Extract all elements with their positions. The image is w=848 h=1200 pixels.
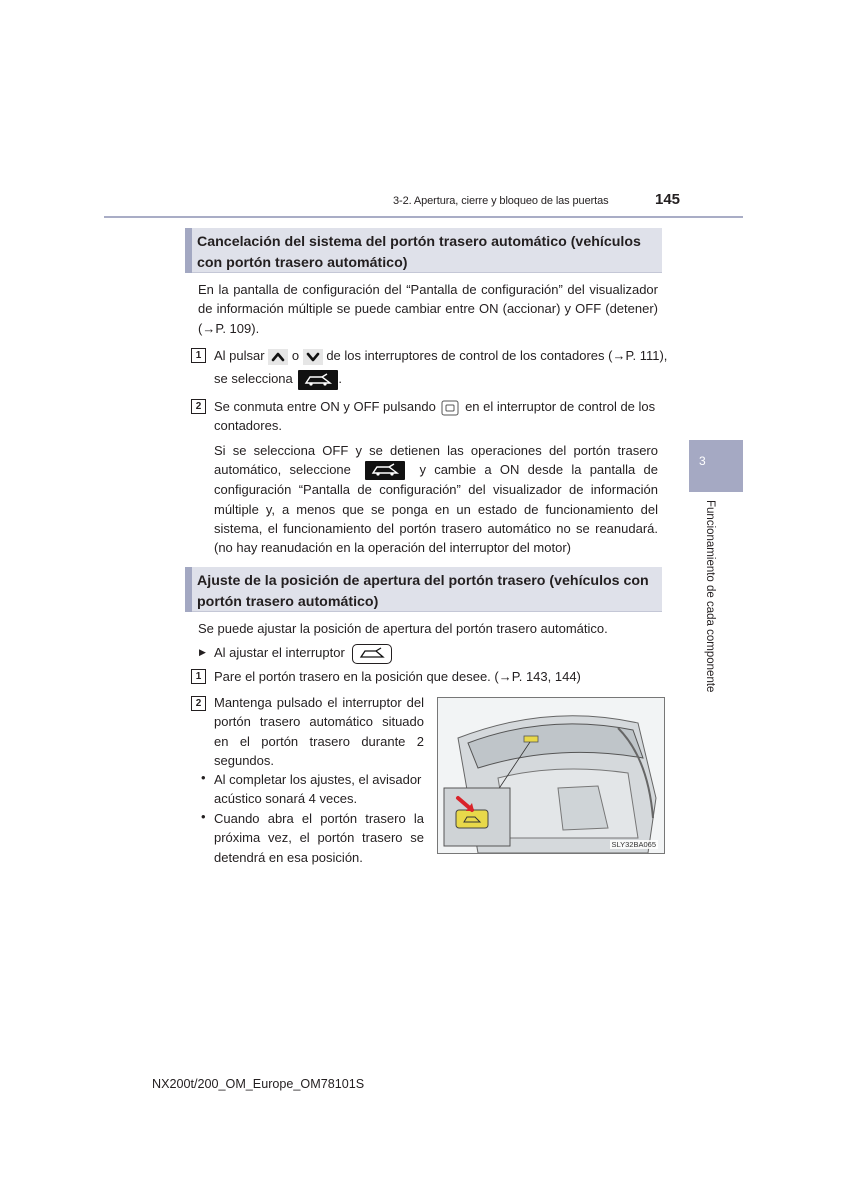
bullet-dot: • xyxy=(201,770,206,785)
step-number: 2 xyxy=(191,696,206,711)
section-title: Ajuste de la posición de apertura del portón trasero (vehículos con portón trasero automático) xyxy=(197,573,649,610)
header-rule xyxy=(104,216,743,218)
section-header-cancel xyxy=(185,228,662,273)
triangle-bullet-icon: ▶ xyxy=(199,647,206,657)
chevron-up-icon xyxy=(268,349,288,365)
page-number: 145 xyxy=(655,191,681,208)
step-number: 1 xyxy=(191,669,206,684)
running-header-section: 3-2. Apertura, cierre y bloqueo de las puertas xyxy=(393,195,609,207)
section-intro: Se puede ajustar la posición de apertura del portón trasero automático. xyxy=(198,621,608,636)
step-text: de los interruptores de control de los contadores (→P. 111), xyxy=(326,348,668,363)
step-number: 1 xyxy=(191,348,206,363)
section-header-adjust xyxy=(185,567,662,612)
subheading-text: Al ajustar el interruptor xyxy=(214,645,345,660)
step-text: Pare el portón trasero en la posición que desee. (→P. 143, 144) xyxy=(214,669,581,684)
chapter-tab-label: Funcionamiento de cada componente xyxy=(704,500,716,693)
note-text: Si se selecciona OFF y se detienen las operaciones del portón trasero automático, seleccione xyxy=(214,443,658,478)
step-text: se selecciona xyxy=(214,371,293,386)
tailgate-switch-icon xyxy=(352,644,392,664)
note-text: y cambie a ON desde la pantalla de configuración “Pantalla de configuración” del visualizador de información múltiple y, a menos que se ponga en un estado de funcionamiento del sistema, el funcionamiento del portón trasero automático no se reanudará. (no hay reanudación en la operación del interruptor del motor) xyxy=(214,462,658,556)
step-text: Se conmuta entre ON y OFF pulsando xyxy=(214,399,436,414)
step-text: Al pulsar xyxy=(214,348,265,363)
figure-code: SLY32BA065 xyxy=(611,840,656,849)
section-header-bar xyxy=(185,567,192,612)
bullet-text: Cuando abra el portón trasero la próxima vez, el portón trasero se detendrá en esa posición. xyxy=(214,811,424,865)
step-text-or: o xyxy=(291,348,300,363)
tailgate-menu-icon xyxy=(365,461,405,480)
step-text-end: . xyxy=(338,371,343,386)
chevron-down-icon xyxy=(303,349,323,365)
step-2-note xyxy=(214,441,658,558)
document-id: NX200t/200_OM_Europe_OM78101S xyxy=(152,1077,365,1091)
tailgate-illustration xyxy=(437,697,665,854)
step-text: en el interruptor de control de los contadores. xyxy=(214,399,656,434)
section-header-bar xyxy=(185,228,192,273)
step-number: 2 xyxy=(191,399,206,414)
section-title: Cancelación del sistema del portón trasero automático (vehículos con portón trasero automático) xyxy=(197,234,641,271)
step-text: Mantenga pulsado el interruptor del portón trasero automático situado en el portón trasero durante 2 segundos. xyxy=(214,695,424,768)
bullet-text: Al completar los ajustes, el avisador acústico sonará 4 veces. xyxy=(214,772,422,807)
enter-button-icon xyxy=(441,400,459,416)
section-intro: En la pantalla de configuración del “Pantalla de configuración” del visualizador de información múltiple se puede cambiar entre ON (accionar) y OFF (detener) (→P. 109). xyxy=(198,282,658,336)
chapter-tab xyxy=(689,440,743,492)
step-1-text xyxy=(214,346,668,365)
subheading xyxy=(214,643,392,664)
tailgate-menu-icon xyxy=(298,370,338,390)
step-1-text-line2 xyxy=(214,369,342,390)
bullet-dot: • xyxy=(201,809,206,824)
step-2-text xyxy=(214,397,660,436)
chapter-number: 3 xyxy=(699,454,706,468)
